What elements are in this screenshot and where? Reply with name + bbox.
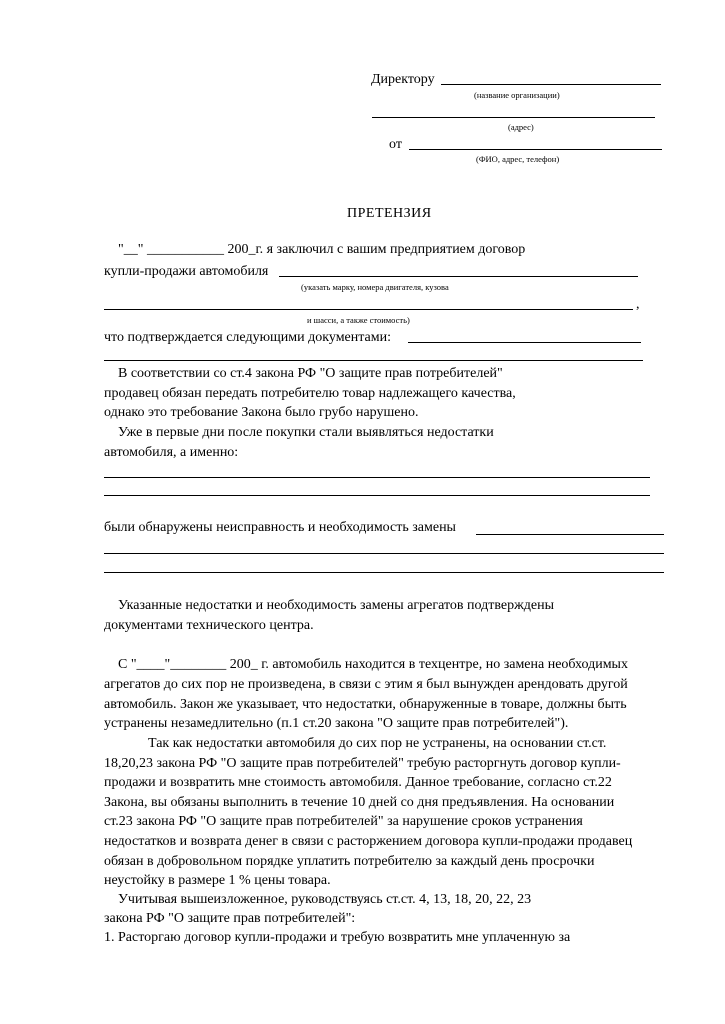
contract-car-label: купли-продажи автомобиля (104, 264, 269, 279)
car-field-line (279, 276, 638, 277)
service-paragraph-line: автомобиль. Закон же указывает, что недостатки, обнаруженные в товаре, должны быть (104, 697, 627, 712)
demand-paragraph-line: недостатков и возврата денег в связи с расторжением договора купли-продажи продавец (104, 834, 633, 849)
car-hint: (указать марку, номера двигателя, кузова (301, 282, 449, 292)
demand-paragraph-line: 18,20,23 закона РФ "О защите прав потребителей" требую расторгнуть договор купли- (104, 756, 621, 771)
documents-field-line-2 (104, 360, 643, 361)
defects-paragraph-line: автомобиля, а именно: (104, 445, 239, 460)
organization-field-line (441, 84, 661, 85)
documents-field-line (408, 342, 641, 343)
defects-paragraph-line: Уже в первые дни после покупки стали выявляться недостатки (118, 425, 494, 440)
demand-paragraph-line: Закона, вы обязаны выполнить в течение 10 дней со дня предъявления. На основании (104, 795, 615, 810)
car-field-line-2 (104, 309, 633, 310)
address-field-line (372, 117, 655, 118)
director-label: Директору (371, 72, 435, 87)
organization-hint: (название организации) (474, 90, 560, 100)
from-label: от (389, 137, 402, 152)
service-paragraph-line: агрегатов до сих пор не произведена, в связи с этим я был вынужден арендовать другой (104, 677, 628, 692)
defects-field-line (104, 477, 650, 478)
confirmation-line: Указанные недостатки и необходимость замены агрегатов подтверждены (118, 598, 554, 613)
service-paragraph-line: устранены незамедлительно (п.1 ст.20 закона "О защите прав потребителей"). (104, 716, 569, 731)
document-title: ПРЕТЕНЗИЯ (347, 206, 432, 221)
car-line-comma: , (636, 297, 640, 312)
law-paragraph-line: однако это требование Закона было грубо нарушено. (104, 405, 419, 420)
faults-field-line (104, 553, 664, 554)
sender-hint: (ФИО, адрес, телефон) (476, 154, 560, 164)
defects-field-line (104, 495, 650, 496)
sender-field-line (409, 149, 662, 150)
demand-paragraph-line: обязан в добровольном порядке уплатить потребителю за каждый день просрочки (104, 854, 595, 869)
confirmation-line: документами технического центра. (104, 618, 314, 633)
demand-paragraph-line: Так как недостатки автомобиля до сих пор не устранены, на основании ст.ст. (148, 736, 607, 751)
demand-item-1: 1. Расторгаю договор купли-продажи и требую возвратить мне уплаченную за (104, 930, 571, 945)
documents-label: что подтверждается следующими документами: (104, 330, 391, 345)
faults-label: были обнаружены неисправность и необходимость замены (104, 520, 456, 535)
considering-line: закона РФ "О защите прав потребителей": (104, 911, 356, 926)
service-paragraph-line: С "____"________ 200_ г. автомобиль находится в техцентре, но замена необходимых (118, 657, 628, 672)
law-paragraph-line: В соответствии со ст.4 закона РФ "О защите прав потребителей" (118, 366, 503, 381)
chassis-hint: и шасси, а также стоимость) (307, 315, 410, 325)
contract-date-line: "__" ___________ 200_г. я заключил с вашим предприятием договор (118, 242, 526, 257)
demand-paragraph-line: неустойку в размере 1 % цены товара. (104, 873, 331, 888)
considering-line: Учитывая вышеизложенное, руководствуясь ст.ст. 4, 13, 18, 20, 22, 23 (118, 892, 532, 907)
demand-paragraph-line: продажи и возвратить мне стоимость автомобиля. Данное требование, согласно ст.22 (104, 775, 612, 790)
faults-field-line (476, 534, 664, 535)
address-hint: (адрес) (508, 122, 534, 132)
demand-paragraph-line: ст.23 закона РФ "О защите прав потребителей" за нарушение сроков устранения (104, 814, 583, 829)
law-paragraph-line: продавец обязан передать потребителю товар надлежащего качества, (104, 386, 516, 401)
faults-field-line (104, 572, 664, 573)
